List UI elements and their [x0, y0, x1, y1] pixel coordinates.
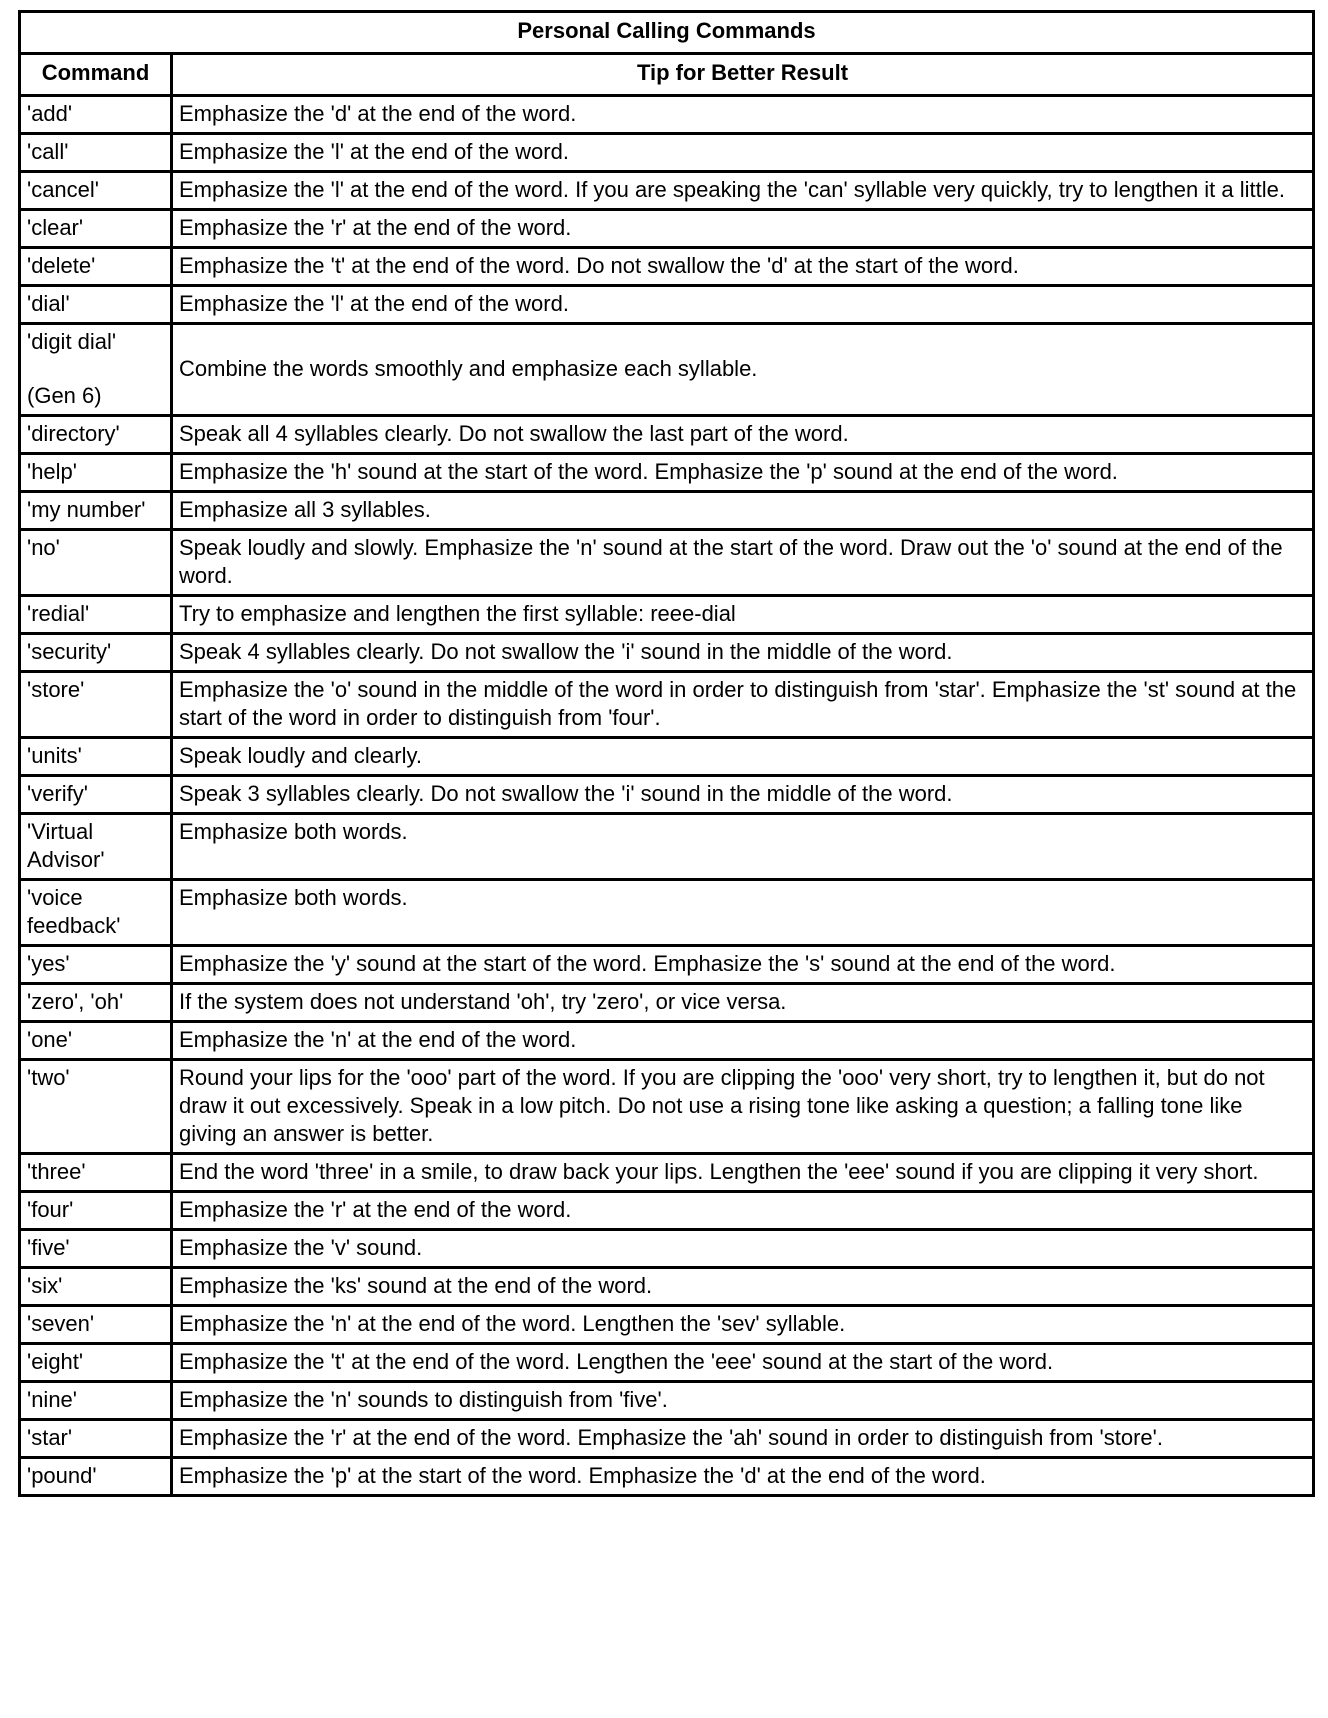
table-row: [20, 634, 1314, 672]
tip-cell: Emphasize the 'r' at the end of the word.: [172, 1192, 1314, 1230]
tip-cell: Emphasize the 'l' at the end of the word.: [172, 134, 1314, 172]
command-text: 'clear': [27, 215, 84, 240]
table-header-row: [20, 54, 1314, 96]
command-cell: [20, 454, 172, 492]
command-cell: [20, 248, 172, 286]
tip-cell: Emphasize the 'h' sound at the start of the word. Emphasize the 'p' sound at the end of the word.: [172, 454, 1314, 492]
command-text: 'nine': [27, 1387, 77, 1412]
table-row: [20, 210, 1314, 248]
command-cell: [20, 1458, 172, 1496]
command-cell: [20, 984, 172, 1022]
command-cell: [20, 492, 172, 530]
command-cell: [20, 1230, 172, 1268]
command-text: 'security': [27, 639, 112, 664]
command-cell: [20, 416, 172, 454]
command-cell: [20, 672, 172, 738]
document-page: [18, 10, 1312, 1497]
table-row: [20, 248, 1314, 286]
table-row: [20, 672, 1314, 738]
table-row: [20, 1382, 1314, 1420]
tip-cell: Emphasize the 'y' sound at the start of the word. Emphasize the 's' sound at the end of the word.: [172, 946, 1314, 984]
table-row: [20, 1022, 1314, 1060]
command-text: 'two': [27, 1065, 70, 1090]
command-text: 'no': [27, 535, 60, 560]
command-cell: [20, 96, 172, 134]
command-text: 'four': [27, 1197, 74, 1222]
command-text: 'six': [27, 1273, 63, 1298]
tip-cell: Try to emphasize and lengthen the first syllable: reee-dial: [172, 596, 1314, 634]
column-header-command: Command: [20, 54, 172, 96]
command-cell: [20, 210, 172, 248]
tip-cell: Speak all 4 syllables clearly. Do not swallow the last part of the word.: [172, 416, 1314, 454]
command-cell: [20, 286, 172, 324]
tip-cell: Emphasize the 'r' at the end of the word. Emphasize the 'ah' sound in order to distinguish from 'store'.: [172, 1420, 1314, 1458]
command-text: 'delete': [27, 253, 96, 278]
table-title-row: [20, 12, 1314, 54]
tip-cell: Emphasize the 'p' at the start of the word. Emphasize the 'd' at the end of the word.: [172, 1458, 1314, 1496]
command-cell: [20, 134, 172, 172]
command-cell: [20, 172, 172, 210]
command-text: 'call': [27, 139, 69, 164]
table-row: [20, 1344, 1314, 1382]
tip-cell: Emphasize the 'n' sounds to distinguish from 'five'.: [172, 1382, 1314, 1420]
table-row: [20, 172, 1314, 210]
command-note: (Gen 6): [27, 383, 102, 408]
command-cell: [20, 1306, 172, 1344]
table-row: [20, 1060, 1314, 1154]
table-body: [20, 96, 1314, 1496]
table-row: [20, 814, 1314, 880]
command-text: 'three': [27, 1159, 86, 1184]
tip-cell: Speak loudly and slowly. Emphasize the 'n' sound at the start of the word. Draw out the 'o' sound at the end of the word.: [172, 530, 1314, 596]
tip-cell: Emphasize the 't' at the end of the word. Do not swallow the 'd' at the start of the word.: [172, 248, 1314, 286]
command-cell: [20, 1060, 172, 1154]
table-row: [20, 1154, 1314, 1192]
table-row: [20, 1306, 1314, 1344]
command-text: 'directory': [27, 421, 120, 446]
command-text: 'units': [27, 743, 82, 768]
table-row: [20, 946, 1314, 984]
table-row: [20, 416, 1314, 454]
tip-cell: Speak 3 syllables clearly. Do not swallow the 'i' sound in the middle of the word.: [172, 776, 1314, 814]
table-row: [20, 96, 1314, 134]
command-cell: [20, 1268, 172, 1306]
table-row: [20, 1420, 1314, 1458]
table-row: [20, 596, 1314, 634]
command-cell: [20, 596, 172, 634]
tip-cell: If the system does not understand 'oh', try 'zero', or vice versa.: [172, 984, 1314, 1022]
tip-cell: Emphasize the 'n' at the end of the word.: [172, 1022, 1314, 1060]
command-text: 'help': [27, 459, 77, 484]
command-cell: [20, 1154, 172, 1192]
tip-cell: Emphasize the 'r' at the end of the word.: [172, 210, 1314, 248]
command-text: 'redial': [27, 601, 90, 626]
table-row: [20, 134, 1314, 172]
tip-cell: Emphasize both words.: [172, 880, 1314, 946]
table-row: [20, 1458, 1314, 1496]
command-cell: [20, 738, 172, 776]
command-text: 'my number': [27, 497, 146, 522]
tip-cell: Emphasize the 'l' at the end of the word. If you are speaking the 'can' syllable very quickly, try to lengthen it a little.: [172, 172, 1314, 210]
command-text: 'seven': [27, 1311, 95, 1336]
command-text: 'one': [27, 1027, 73, 1052]
commands-table: [18, 10, 1315, 1497]
command-cell: [20, 1420, 172, 1458]
command-text: 'dial': [27, 291, 70, 316]
command-cell: [20, 1382, 172, 1420]
table-row: [20, 738, 1314, 776]
command-text: 'store': [27, 677, 85, 702]
table-row: [20, 1192, 1314, 1230]
command-text: 'star': [27, 1425, 73, 1450]
tip-cell: Round your lips for the 'ooo' part of the word. If you are clipping the 'ooo' very short, try to lengthen it, but do not draw it out excessively. Speak in a low pitch. Do not use a rising tone like asking a question; a falling tone like giving an answer is better.: [172, 1060, 1314, 1154]
tip-cell: Emphasize the 'l' at the end of the word.: [172, 286, 1314, 324]
table-row: [20, 776, 1314, 814]
command-cell: [20, 634, 172, 672]
table-row: [20, 286, 1314, 324]
tip-cell: Emphasize the 'ks' sound at the end of the word.: [172, 1268, 1314, 1306]
tip-cell: Emphasize the 'n' at the end of the word. Lengthen the 'sev' syllable.: [172, 1306, 1314, 1344]
command-cell: [20, 530, 172, 596]
command-cell: [20, 946, 172, 984]
table-row: [20, 530, 1314, 596]
tip-cell: Speak loudly and clearly.: [172, 738, 1314, 776]
command-cell: [20, 1022, 172, 1060]
command-text: 'digit dial': [27, 329, 117, 354]
command-cell: [20, 324, 172, 416]
table-row: [20, 1230, 1314, 1268]
table-row: [20, 1268, 1314, 1306]
command-text: 'eight': [27, 1349, 84, 1374]
tip-cell: Emphasize the 't' at the end of the word. Lengthen the 'eee' sound at the start of the word.: [172, 1344, 1314, 1382]
command-text: 'pound': [27, 1463, 97, 1488]
table-row: [20, 324, 1314, 416]
tip-cell: Emphasize both words.: [172, 814, 1314, 880]
tip-cell: Emphasize the 'v' sound.: [172, 1230, 1314, 1268]
command-cell: [20, 814, 172, 880]
tip-cell: Emphasize the 'd' at the end of the word.: [172, 96, 1314, 134]
tip-cell: Speak 4 syllables clearly. Do not swallow the 'i' sound in the middle of the word.: [172, 634, 1314, 672]
command-cell: [20, 880, 172, 946]
command-text: 'five': [27, 1235, 70, 1260]
table-row: [20, 454, 1314, 492]
table-row: [20, 984, 1314, 1022]
tip-cell: Combine the words smoothly and emphasize each syllable.: [172, 324, 1314, 416]
table-row: [20, 492, 1314, 530]
command-cell: [20, 1344, 172, 1382]
table-row: [20, 880, 1314, 946]
command-text: 'yes': [27, 951, 70, 976]
tip-cell: Emphasize the 'o' sound in the middle of the word in order to distinguish from 'star'. Emphasize the 'st' sound at the start of the word in order to distinguish from 'four'.: [172, 672, 1314, 738]
command-text: 'verify': [27, 781, 88, 806]
column-header-tip: Tip for Better Result: [172, 54, 1314, 96]
command-text: 'add': [27, 101, 73, 126]
table-title: Personal Calling Commands: [20, 12, 1314, 54]
command-cell: [20, 776, 172, 814]
command-cell: [20, 1192, 172, 1230]
command-text: 'Virtual Advisor': [27, 819, 105, 872]
tip-cell: End the word 'three' in a smile, to draw back your lips. Lengthen the 'eee' sound if you are clipping it very short.: [172, 1154, 1314, 1192]
command-text: 'voice feedback': [27, 885, 121, 938]
command-text: 'zero', 'oh': [27, 989, 124, 1014]
tip-cell: Emphasize all 3 syllables.: [172, 492, 1314, 530]
command-text: 'cancel': [27, 177, 99, 202]
